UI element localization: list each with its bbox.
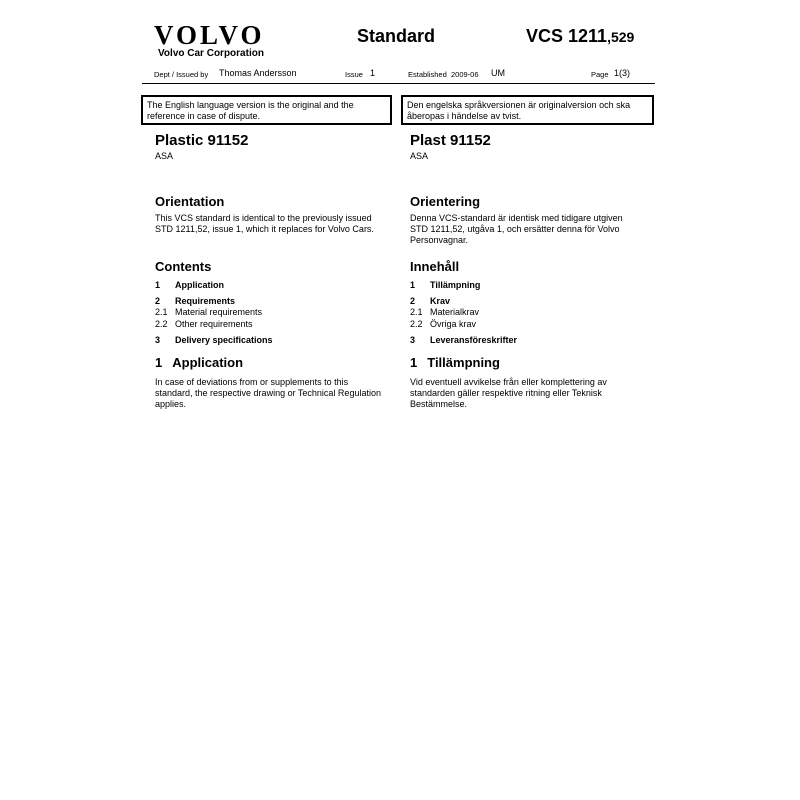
english-section1-text: In case of deviations from or supplements to this standard, the respective drawing or Technical Regulation applies. [155, 377, 381, 409]
english-orientation-heading: Orientation [155, 194, 225, 209]
company-name: Volvo Car Corporation [158, 48, 264, 59]
notice-box-english: The English language version is the original and the reference in case of dispute. [141, 95, 392, 125]
english-toc-num: 2 [155, 296, 161, 306]
issue-value: 1 [370, 68, 376, 78]
english-toc-num: 2.2 [155, 319, 168, 329]
document-number [526, 26, 634, 47]
english-section1-num: 1 [155, 355, 163, 370]
english-toc-label[interactable]: Material requirements [175, 307, 263, 317]
swedish-toc-label[interactable]: Övriga krav [430, 319, 477, 329]
swedish-section1-num: 1 [410, 355, 418, 370]
swedish-orientation-text: Denna VCS-standard är identisk med tidigare utgiven STD 1211,52, utgåva 1, och ersätter denna för Volvo Personvagnar. [410, 213, 623, 245]
swedish-orientation-heading: Orientering [410, 194, 481, 209]
swedish-section1-title: Tillämpning [427, 355, 500, 370]
english-subtitle: ASA [155, 151, 174, 161]
swedish-contents-heading: Innehåll [410, 259, 460, 274]
volvo-logo: VOLVO [154, 20, 265, 50]
english-toc-num: 2.1 [155, 307, 168, 317]
dept-value: Thomas Andersson [219, 68, 297, 78]
header-divider [142, 83, 655, 84]
english-section1-title: Application [172, 355, 244, 370]
swedish-section1-heading [410, 355, 500, 370]
page-value: 1(3) [614, 68, 631, 78]
english-toc-label[interactable]: Other requirements [175, 319, 253, 329]
english-toc-num: 1 [155, 280, 161, 290]
swedish-toc-num: 2.2 [410, 319, 423, 329]
swedish-toc-label[interactable]: Krav [430, 296, 451, 306]
swedish-title: Plast 91152 [410, 132, 491, 149]
swedish-toc-label[interactable]: Materialkrav [430, 307, 480, 317]
page-label: Page [591, 70, 609, 79]
english-orientation-text: This VCS standard is identical to the previously issued STD 1211,52, issue 1, which it replaces for Volvo Cars. [155, 213, 374, 234]
notice-box-swedish: Den engelska språkversionen är originalversion och ska åberopas i händelse av tvist. [401, 95, 654, 125]
english-contents-heading: Contents [155, 259, 212, 274]
english-toc-label[interactable]: Requirements [175, 296, 236, 306]
english-toc-label[interactable]: Application [175, 280, 224, 290]
english-section1-heading [155, 355, 243, 370]
swedish-toc-label[interactable]: Leveransföreskrifter [430, 335, 518, 345]
swedish-toc-label[interactable]: Tillämpning [430, 280, 481, 290]
swedish-section1-text: Vid eventuell avvikelse från eller komplettering av standarden gäller respektive ritning eller Teknisk Bestämmelse. [410, 377, 607, 409]
document-number-suffix: ,529 [607, 29, 635, 45]
english-title: Plastic 91152 [155, 132, 249, 149]
document-number-main: VCS 1211 [526, 26, 608, 46]
english-toc-label[interactable]: Delivery specifications [175, 335, 273, 345]
swedish-toc-num: 2.1 [410, 307, 423, 317]
issue-label: Issue [345, 70, 363, 79]
english-toc-num: 3 [155, 335, 161, 345]
established-label: Established [408, 70, 447, 79]
dept-label: Dept / Issued by [154, 70, 209, 79]
swedish-toc-num: 1 [410, 280, 416, 290]
document-type: Standard [357, 26, 436, 46]
swedish-toc-num: 2 [410, 296, 416, 306]
swedish-subtitle: ASA [410, 151, 429, 161]
swedish-toc-num: 3 [410, 335, 416, 345]
established-code: UM [491, 68, 505, 78]
established-value: 2009-06 [451, 70, 479, 79]
